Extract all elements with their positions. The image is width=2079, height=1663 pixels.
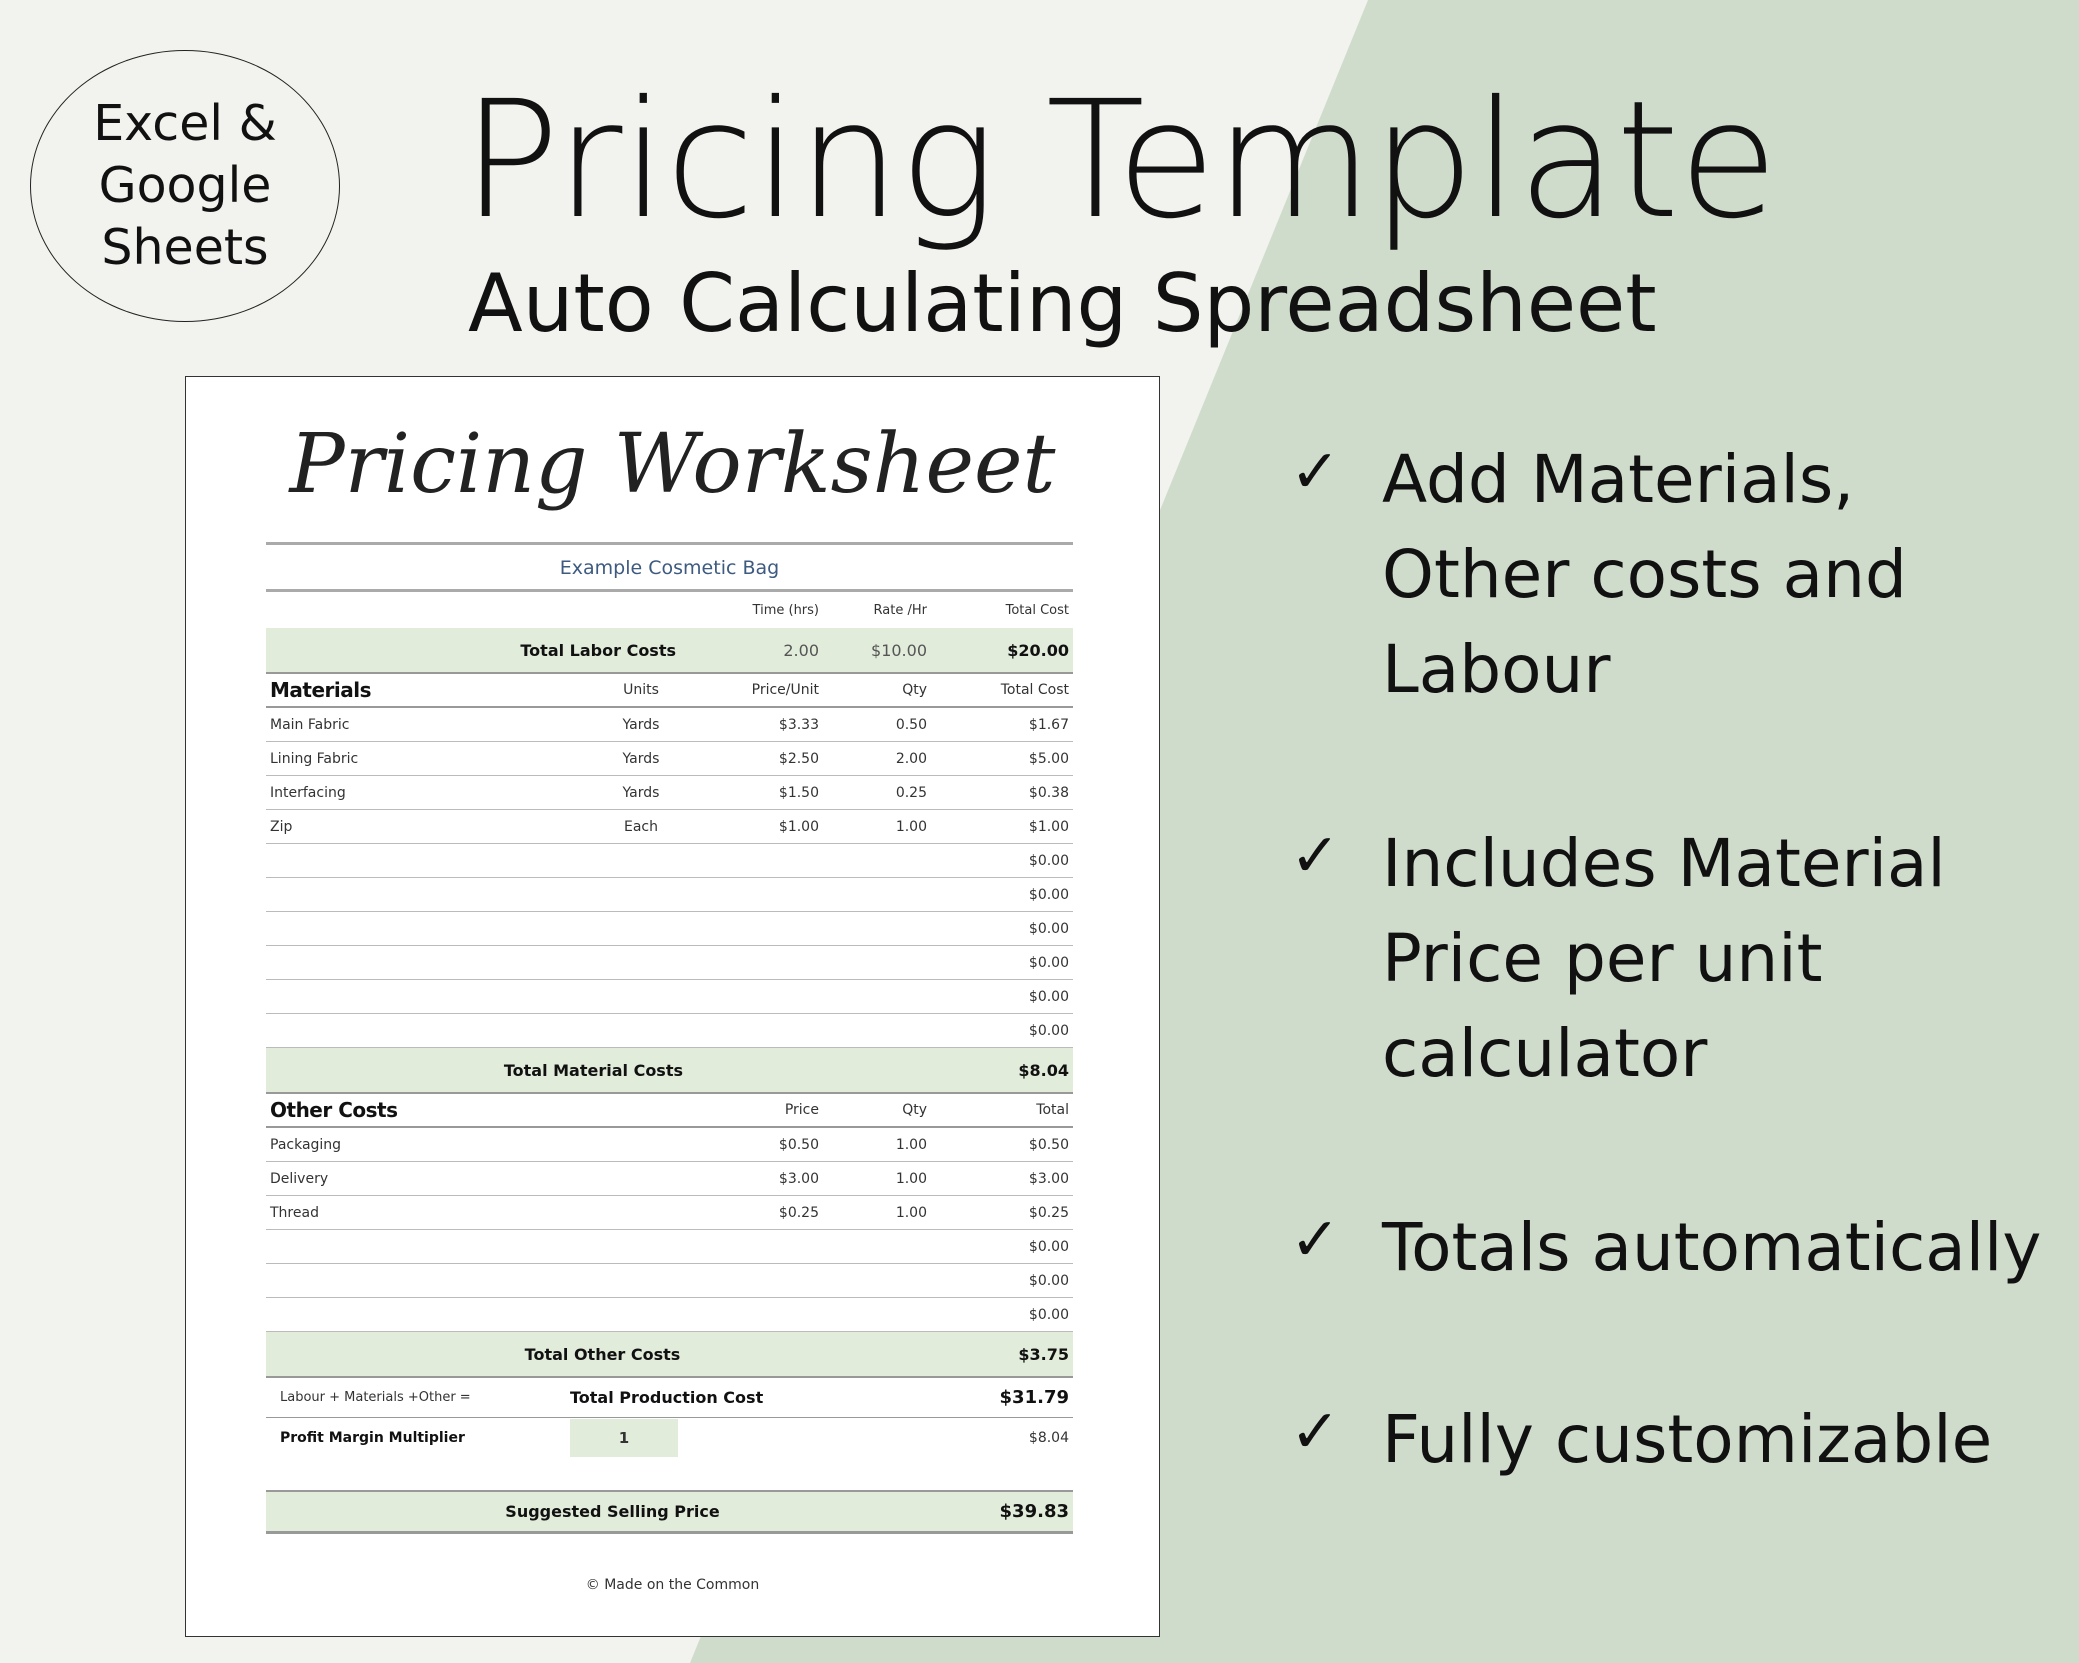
feature-item [1290,432,1907,717]
other-cost-row [266,1162,1073,1196]
material-price[interactable]: $1.50 [778,784,819,801]
other-cost-name[interactable]: Delivery [270,1170,329,1187]
worksheet-subtitle: Example Cosmetic Bag [266,545,1073,592]
material-row [266,844,1073,878]
feature-line: Fully customizable [1382,1401,1993,1478]
other-cost-price[interactable]: $0.25 [778,1204,819,1221]
material-qty[interactable]: 2.00 [895,750,927,767]
other-cost-row [266,1298,1073,1332]
margin-multiplier-input[interactable]: 1 [570,1419,678,1457]
other-total-row [266,1332,1073,1378]
feature-line: Price per unit [1382,920,1823,997]
other-cost-row [266,1230,1073,1264]
page-title: Pricing Template [462,67,1778,255]
material-row [266,810,1073,844]
material-total[interactable]: $1.67 [1028,716,1069,733]
column-header: Price [784,1102,819,1118]
excel-google-sheets-badge [30,50,340,322]
other-cost-total[interactable]: $0.50 [1028,1136,1069,1153]
material-row [266,708,1073,742]
other-total: $3.75 [1018,1344,1069,1364]
other-cost-row [266,1196,1073,1230]
feature-line: Add Materials, [1382,441,1855,518]
feature-item [1290,1200,2041,1295]
material-row [266,742,1073,776]
other-cost-qty[interactable]: 1.00 [895,1136,927,1153]
material-row [266,912,1073,946]
worksheet-table [266,542,1073,1534]
material-qty[interactable]: 0.50 [895,716,927,733]
other-cost-row [266,1264,1073,1298]
material-total[interactable]: $0.38 [1028,784,1069,801]
material-qty[interactable]: 1.00 [895,818,927,835]
materials-header-row [266,674,1073,708]
material-total[interactable]: $0.00 [1028,954,1069,971]
other-cost-total[interactable]: $3.00 [1028,1170,1069,1187]
production-total: $31.79 [999,1387,1069,1408]
feature-line: Includes Material [1382,825,1946,902]
column-header: Total Cost [1005,602,1069,618]
material-qty[interactable]: 0.25 [895,784,927,801]
labor-rate: $10.00 [871,640,927,660]
check-icon: ✓ [1290,821,1341,891]
production-label: Total Production Cost [570,1388,764,1407]
section-title: Materials [270,678,371,702]
column-header: Total Cost [1000,682,1069,698]
material-row [266,980,1073,1014]
material-price[interactable]: $1.00 [778,818,819,835]
materials-total-row [266,1048,1073,1094]
worksheet-title: Pricing Worksheet [289,417,1056,512]
material-price[interactable]: $2.50 [778,750,819,767]
labor-time: 2.00 [783,640,819,660]
other-total-label: Total Other Costs [524,1344,681,1364]
margin-label: Profit Margin Multiplier [280,1430,465,1446]
production-row [266,1378,1073,1418]
other-cost-price[interactable]: $3.00 [778,1170,819,1187]
column-header: Total [1036,1102,1069,1118]
page-subtitle: Auto Calculating Spreadsheet [468,257,1657,350]
footer-credit: © Made on the Common [585,1577,760,1593]
feature-item [1290,816,1946,1101]
other-cost-price[interactable]: $0.50 [778,1136,819,1153]
other-costs-header-row [266,1094,1073,1128]
material-total[interactable]: $0.00 [1028,1022,1069,1039]
material-total[interactable]: $0.00 [1028,852,1069,869]
material-units[interactable]: Yards [622,750,660,767]
feature-line: Totals automatically [1382,1209,2042,1286]
materials-total: $8.04 [1018,1060,1069,1080]
material-name[interactable]: Zip [270,818,293,835]
material-name[interactable]: Main Fabric [270,716,350,733]
other-cost-total[interactable]: $0.00 [1028,1272,1069,1289]
material-units[interactable]: Each [624,818,658,835]
material-total[interactable]: $5.00 [1028,750,1069,767]
production-description: Labour + Materials +Other = [280,1390,471,1405]
column-header: Qty [902,682,927,698]
labor-total: $20.00 [1007,640,1069,660]
material-total[interactable]: $1.00 [1028,818,1069,835]
feature-line: calculator [1382,1015,1708,1092]
other-cost-qty[interactable]: 1.00 [895,1170,927,1187]
material-row [266,776,1073,810]
selling-price-label: Suggested Selling Price [505,1502,720,1521]
badge-line: Excel & [93,95,277,152]
worksheet-preview [185,376,1160,1637]
material-units[interactable]: Yards [622,784,660,801]
material-total[interactable]: $0.00 [1028,988,1069,1005]
column-header: Qty [902,1102,927,1118]
material-name[interactable]: Interfacing [270,784,346,801]
labor-total-label: Total Labor Costs [520,640,676,660]
badge-line: Sheets [101,219,269,276]
column-header: Rate /Hr [873,602,927,618]
column-header: Time (hrs) [752,602,819,618]
column-header: Price/Unit [751,682,819,698]
other-cost-total[interactable]: $0.00 [1028,1238,1069,1255]
other-cost-name[interactable]: Thread [270,1204,319,1221]
material-price[interactable]: $3.33 [778,716,819,733]
check-icon: ✓ [1290,1205,1341,1275]
section-title: Other Costs [270,1098,398,1122]
material-row [266,946,1073,980]
labor-header-row [266,592,1073,628]
column-header: Units [623,682,659,698]
selling-price-row [266,1492,1073,1534]
other-cost-row [266,1128,1073,1162]
margin-amount: $8.04 [1028,1430,1069,1446]
material-row [266,1014,1073,1048]
selling-price-total: $39.83 [999,1501,1069,1522]
check-icon: ✓ [1290,1397,1341,1467]
badge-line: Google [98,157,272,214]
other-cost-qty[interactable]: 1.00 [895,1204,927,1221]
material-row [266,878,1073,912]
check-icon: ✓ [1290,437,1341,507]
other-cost-total[interactable]: $0.00 [1028,1306,1069,1323]
labor-total-row [266,628,1073,674]
material-name[interactable]: Lining Fabric [270,750,359,767]
feature-line: Labour [1382,631,1611,708]
material-total[interactable]: $0.00 [1028,920,1069,937]
feature-item [1290,1392,1992,1487]
other-cost-name[interactable]: Packaging [270,1136,342,1153]
materials-total-label: Total Material Costs [503,1060,683,1080]
feature-line: Other costs and [1382,536,1907,613]
material-total[interactable]: $0.00 [1028,886,1069,903]
other-cost-total[interactable]: $0.25 [1028,1204,1069,1221]
margin-row [266,1418,1073,1458]
material-units[interactable]: Yards [622,716,660,733]
